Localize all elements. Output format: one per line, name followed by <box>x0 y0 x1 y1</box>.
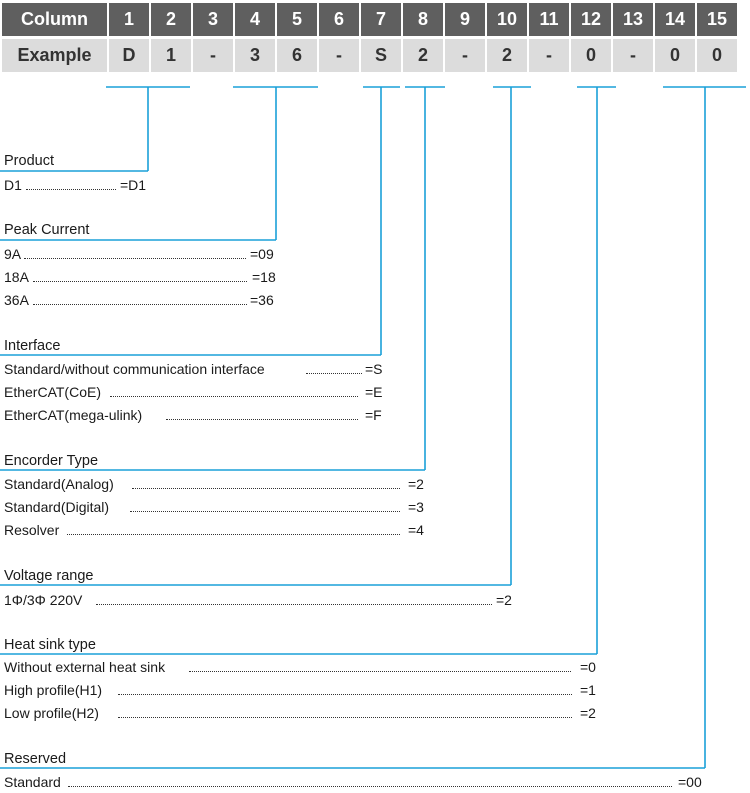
example-char: - <box>319 39 359 72</box>
leader-dots <box>118 682 572 695</box>
column-number: 12 <box>571 3 611 36</box>
section-title: Interface <box>4 338 61 354</box>
column-number: 9 <box>445 3 485 36</box>
example-char: 1 <box>151 39 191 72</box>
example-char: 0 <box>655 39 695 72</box>
option-label: 18A <box>4 269 29 285</box>
column-number: 3 <box>193 3 233 36</box>
section-title: Heat sink type <box>4 637 96 653</box>
leader-dots <box>118 705 572 718</box>
leader-dots <box>166 407 358 420</box>
example-char: - <box>613 39 653 72</box>
option-label: Standard(Digital) <box>4 499 110 515</box>
option-label: Resolver <box>4 522 60 538</box>
column-number: 15 <box>697 3 737 36</box>
example-char: - <box>529 39 569 72</box>
column-number: 1 <box>109 3 149 36</box>
example-char: 2 <box>487 39 527 72</box>
leader-dots <box>68 774 672 787</box>
option-value: =F <box>365 407 382 423</box>
option-value: =36 <box>250 292 274 308</box>
option-label: EtherCAT(CoE) <box>4 384 101 400</box>
option-label: High profile(H1) <box>4 682 103 698</box>
option-value: =1 <box>580 682 596 698</box>
column-number: 11 <box>529 3 569 36</box>
option-value: =2 <box>496 592 512 608</box>
example-char: - <box>445 39 485 72</box>
section-title: Product <box>4 153 54 169</box>
leader-dots <box>26 177 116 190</box>
option-label: 1Φ/3Φ 220V <box>4 592 83 608</box>
section-title: Encorder Type <box>4 453 99 469</box>
example-char: 0 <box>697 39 737 72</box>
connector-interface <box>0 87 400 355</box>
option-value: =3 <box>408 499 424 515</box>
option-value: =18 <box>252 269 276 285</box>
option-value: =0 <box>580 659 596 675</box>
option-value: =2 <box>580 705 596 721</box>
column-header-label: Column <box>2 3 107 36</box>
column-number: 2 <box>151 3 191 36</box>
option-label: Standard(Analog) <box>4 476 114 492</box>
column-number: 5 <box>277 3 317 36</box>
column-number: 7 <box>361 3 401 36</box>
column-number: 8 <box>403 3 443 36</box>
option-value: =4 <box>408 522 424 538</box>
column-number: 14 <box>655 3 695 36</box>
option-label: EtherCAT(mega-ulink) <box>4 407 143 423</box>
leader-dots <box>33 292 247 305</box>
option-label: 36A <box>4 292 29 308</box>
example-char: S <box>361 39 401 72</box>
option-value: =00 <box>678 774 702 790</box>
example-char: - <box>193 39 233 72</box>
option-label: Standard <box>4 774 61 790</box>
option-value: =09 <box>250 246 274 262</box>
leader-dots <box>306 361 362 374</box>
option-value: =E <box>365 384 383 400</box>
leader-dots <box>189 659 571 672</box>
option-label: Without external heat sink <box>4 659 166 675</box>
option-value: =D1 <box>120 177 147 193</box>
example-char: D <box>109 39 149 72</box>
option-value: =S <box>365 361 383 377</box>
column-number: 4 <box>235 3 275 36</box>
section-title: Voltage range <box>4 568 94 584</box>
leader-dots <box>24 246 246 259</box>
example-label: Example <box>2 39 107 72</box>
option-label: Standard/without communication interface <box>4 361 265 377</box>
leader-dots <box>96 592 492 605</box>
leader-dots <box>132 476 400 489</box>
section-title: Reserved <box>4 751 67 767</box>
column-number: 10 <box>487 3 527 36</box>
leader-dots <box>33 269 247 282</box>
section-title: Peak Current <box>4 222 90 238</box>
option-label: D1 <box>4 177 22 193</box>
leader-dots <box>130 499 400 512</box>
option-label: 9A <box>4 246 22 262</box>
example-char: 3 <box>235 39 275 72</box>
example-char: 6 <box>277 39 317 72</box>
option-value: =2 <box>408 476 424 492</box>
leader-dots <box>67 522 400 535</box>
example-char: 0 <box>571 39 611 72</box>
option-label: Low profile(H2) <box>4 705 99 721</box>
column-number: 13 <box>613 3 653 36</box>
leader-dots <box>110 384 358 397</box>
example-char: 2 <box>403 39 443 72</box>
column-number: 6 <box>319 3 359 36</box>
